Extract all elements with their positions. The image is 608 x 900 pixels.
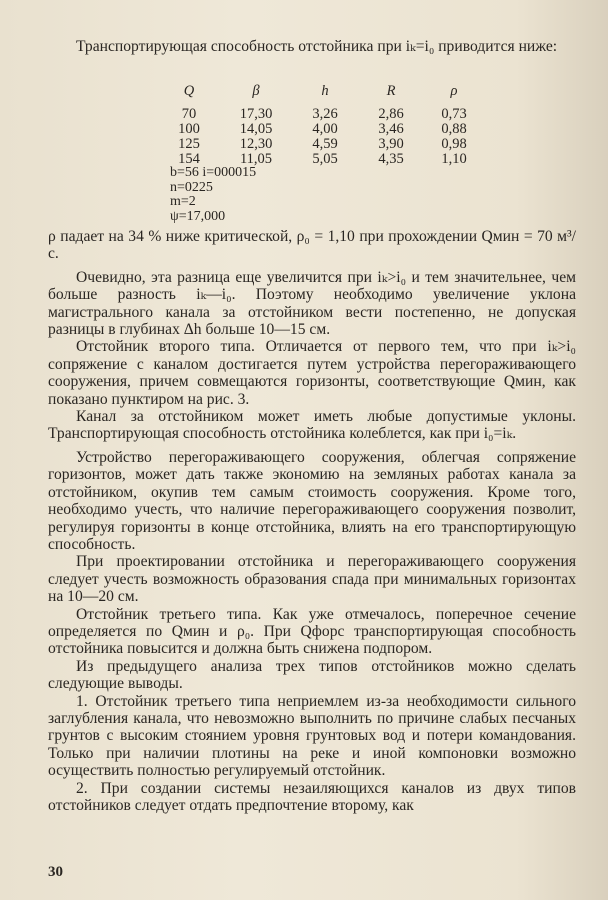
- page-number: 30: [48, 864, 63, 880]
- table-cell: 12,30: [239, 136, 273, 152]
- table-cell: 3,46: [378, 121, 404, 137]
- table-header-cell: Q: [183, 83, 195, 99]
- table-cell: 125: [178, 136, 200, 152]
- table-header-cell: R: [386, 83, 396, 99]
- table-row: [160, 122, 482, 137]
- table-cell: 4,35: [378, 151, 404, 167]
- paragraph: Отстойник второго типа. Отличается от первого тем, что при iₖ>i₀ сопряжение с каналом достигается путем устройства перегораживающего сооружения, причем совмещаются горизонты, соответствующие Qмин, как показано пунктиром на рис. 3.: [48, 338, 576, 408]
- parameter-list: [170, 166, 256, 224]
- table-cell: 1,10: [441, 151, 467, 167]
- table-cell: 0,98: [441, 136, 467, 152]
- table-row: [160, 107, 482, 122]
- table-cell: 0,73: [441, 106, 467, 122]
- table-cell: 4,59: [312, 136, 338, 152]
- intro-text: Транспортирующая способность отстойника при iₖ=i₀ приводится ниже:: [76, 38, 558, 55]
- paragraph: 1. Отстойник третьего типа неприемлем из-за необходимости сильного заглубления канала, что невозможно выполнить по причине слабых песчаных грунтов с высоким стоянием уровня грунтовых вод и потери командования. Только при наличии плотины на реке и иной компоновки возможно осуществить полностью регулируемый отстойник.: [48, 692, 576, 780]
- table-header-cell: ρ: [450, 83, 458, 99]
- table-cell: 3,90: [378, 136, 404, 152]
- table-cell: 11,05: [239, 151, 273, 167]
- table-cell: 3,26: [312, 106, 338, 122]
- paragraph: Из предыдущего анализа трех типов отстойников можно сделать следующие выводы.: [48, 657, 576, 693]
- table-cell: 5,05: [312, 151, 338, 167]
- table-header-cell: h: [321, 83, 329, 99]
- table-cell: 4,00: [312, 121, 338, 137]
- paragraph: Канал за отстойником может иметь любые допустимые уклоны. Транспортирующая способность отстойника колеблется, как при i₀=iₖ.: [48, 408, 576, 443]
- paragraph: Очевидно, эта разница еще увеличится при iₖ>i₀ и тем значительнее, чем больше разность iₖ—i₀. Поэтому необходимо увеличение уклона магистрального канала за отстойником вести постепенно, не допуская разницы в глубинах Δh больше 10—15 см.: [48, 268, 576, 339]
- parameter-line: m=2: [170, 194, 196, 209]
- parameter-line: b=56 i=000015: [170, 165, 257, 180]
- paragraph: Отстойник третьего типа. Как уже отмечалось, поперечное сечение определяется по Qмин и ρ₀. При Qфорс транспортирующая способность отстойника повысится и должна быть снижена подпором.: [48, 605, 576, 658]
- table-cell: 2,86: [378, 106, 404, 122]
- paragraph: При проектировании отстойника и перегораживающего сооружения следует учесть возможность образования спада при минимальных горизонтах на 10—20 см.: [48, 553, 576, 606]
- table-header-cell: β: [252, 83, 260, 99]
- table-cell: 14,05: [239, 121, 273, 137]
- transport-capacity-table: [160, 84, 482, 167]
- intro-paragraph: [48, 38, 576, 55]
- body-text: [48, 228, 576, 814]
- parameter-line: n=0225: [170, 179, 213, 195]
- table-row: [160, 137, 482, 152]
- parameter-line: ψ=17,000: [170, 208, 226, 224]
- table-cell: 0,88: [441, 121, 467, 137]
- paragraph: ρ падает на 34 % ниже критической, ρ₀ = 1,10 при прохождении Qмин = 70 м³/с.: [48, 228, 576, 263]
- table-cell: 17,30: [239, 106, 273, 122]
- table-header-row: [160, 84, 482, 107]
- table-cell: 154: [178, 151, 200, 167]
- paragraph: Устройство перегораживающего сооружения, облегчая сопряжение горизонтов, может дать также экономию на земляных работах канала за отстойником, окупив тем самым стоимость сооружения. Кроме того, необходимо учесть, что наличие перегораживающего сооружения позволит, регулируя горизонты в конце отстойника, влиять на его транспортирующую способность.: [48, 448, 576, 553]
- table-cell: 100: [178, 121, 200, 137]
- paragraph: 2. При создании системы незаиляющихся каналов из двух типов отстойников следует отдать предпочтение второму, как: [48, 779, 576, 814]
- table-cell: 70: [181, 106, 197, 122]
